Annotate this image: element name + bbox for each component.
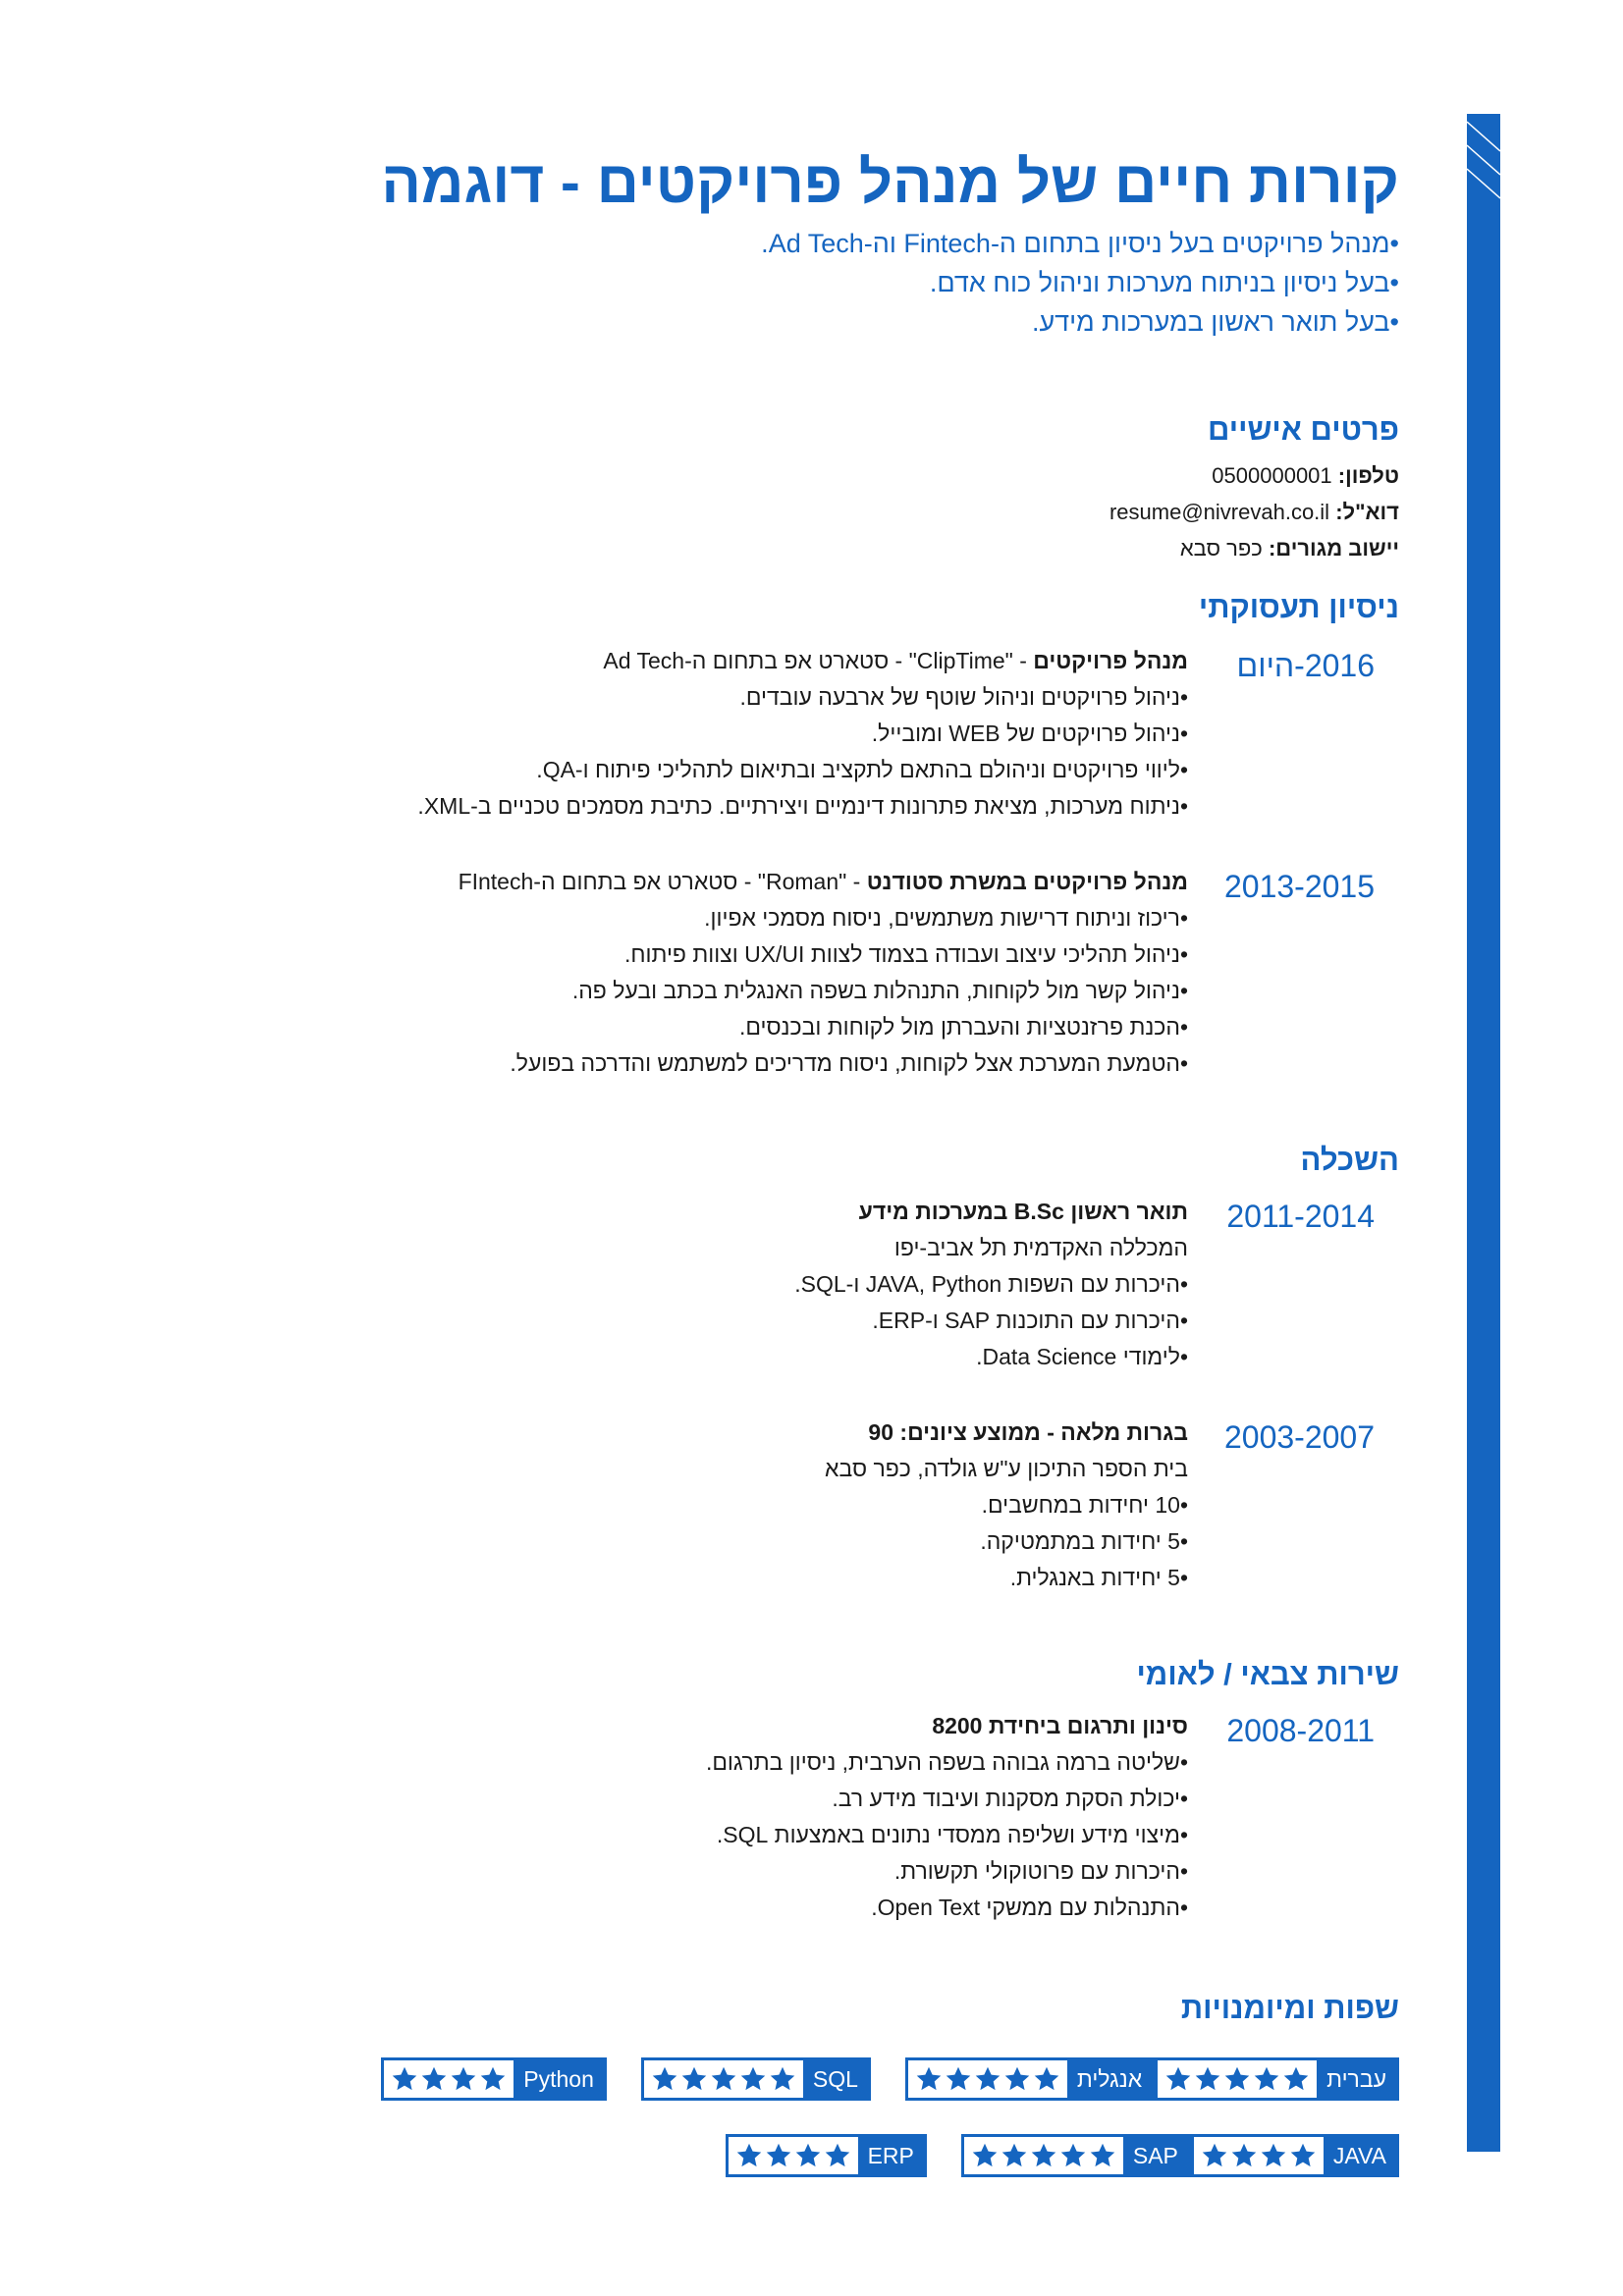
entry-heading [319,643,1188,679]
entry-body [319,1708,1188,1926]
list-item: • הטמעת המערכת אצל לקוחות, ניסוח מדריכים למשתמש והדרכה בפועל. [319,1045,1188,1082]
list-item: • ניהול פרויקטים של WEB ומובייל. [319,716,1188,752]
skills-row [347,2134,1399,2177]
star-icon [764,2142,793,2169]
skill-label: אנגלית [1067,2060,1152,2098]
skill-rating [964,2137,1123,2174]
star-icon [1259,2142,1288,2169]
entry-bullets [319,1487,1188,1596]
skill-rating [1158,2060,1317,2098]
skill-badge [1155,2057,1399,2101]
skill-label: SQL [803,2060,868,2098]
star-icon [1193,2065,1222,2093]
star-icon [1281,2065,1311,2093]
star-icon [914,2065,944,2093]
list-item: • 5 יחידות במתמטיקה. [319,1523,1188,1560]
intro-item: • בעל תואר ראשון במערכות מידע. [319,302,1399,342]
star-icon [679,2065,709,2093]
skill-badge [905,2057,1155,2101]
personal-details [319,457,1399,566]
entry-role: מנהל פרויקטים במשרת סטודנט [866,869,1188,894]
entry-date: 2003-2007 [1223,1419,1375,1455]
list-item: • ניהול פרויקטים וניהול שוטף של ארבעה עובדים. [319,679,1188,716]
star-icon [944,2065,973,2093]
skills-row [347,2057,1399,2101]
skill-label: עברית [1317,2060,1396,2098]
education-entry [319,1194,1399,1375]
skill-badge [726,2134,927,2177]
degree-title: בגרות מלאה - ממוצע ציונים: 90 [868,1419,1188,1445]
list-item: • שליטה ברמה גבוהה בשפה הערבית, ניסיון בתרגום. [319,1744,1188,1781]
experience-entry [319,864,1399,1082]
resume-page [319,147,1399,2177]
star-icon [734,2142,764,2169]
email-label: דוא"ל: [1335,500,1399,524]
entry-date: 2016-היום [1236,648,1375,683]
skill-rating [729,2137,858,2174]
list-item: • ניתוח מערכות, מציאת פתרונות דינמיים ויצירתיים. כתיבת מסמכים טכניים ב-XML. [319,788,1188,825]
star-icon [1088,2142,1117,2169]
entry-body [319,1415,1188,1596]
star-icon [449,2065,478,2093]
star-icon [1002,2065,1032,2093]
entry-detail: - "ClipTime" - סטארט אפ בתחום ה-Ad Tech [603,648,1034,673]
skill-badge [961,2134,1191,2177]
email-row [319,494,1399,530]
star-icon [973,2065,1002,2093]
list-item: • לימודי Data Science. [319,1339,1188,1375]
page-title: קורות חיים של מנהל פרויקטים - דוגמה [381,149,1399,215]
education-section-title: השכלה [1300,1143,1399,1177]
skill-rating [1194,2137,1324,2174]
diagonal-stripes-decoration [1467,114,1500,222]
entry-date: 2013-2015 [1223,869,1375,904]
entry-body [319,643,1188,825]
star-icon [1058,2142,1088,2169]
star-icon [1029,2142,1058,2169]
list-item: • 5 יחידות באנגלית. [319,1560,1188,1596]
list-item: • היכרות עם פרוטוקולי תקשורת. [319,1853,1188,1890]
skill-label: SAP [1123,2137,1188,2174]
skill-rating [908,2060,1067,2098]
star-icon [1032,2065,1061,2093]
education-entry [319,1415,1399,1596]
star-icon [1200,2142,1229,2169]
institution-name: בית הספר התיכון ע"ש גולדה, כפר סבא [825,1456,1188,1481]
list-item: • מיצוי מידע ושליפה ממסדי נתונים באמצעות SQL. [319,1817,1188,1853]
list-item: • 10 יחידות במחשבים. [319,1487,1188,1523]
star-icon [1229,2142,1259,2169]
personal-section-title: פרטים אישיים [1208,412,1399,447]
institution-name: המכללה האקדמית תל אביב-יפו [893,1235,1188,1260]
list-item: • ריכוז וניתוח דרישות משתמשים, ניסוח מסמכי אפיון. [319,900,1188,936]
list-item: • ניהול תהליכי עיצוב ועבודה בצמוד לצוות UX/UI וצוות פיתוח. [319,936,1188,973]
entry-bullets [319,679,1188,825]
email-value: resume@nivrevah.co.il [1109,500,1330,524]
entry-heading [319,864,1188,900]
skill-badge [381,2057,607,2101]
list-item: • הכנת פרזנטציות והעברתן מול לקוחות ובכנסים. [319,1009,1188,1045]
phone-row [319,457,1399,494]
entry-heading [319,1194,1188,1230]
intro-summary [319,224,1399,342]
star-icon [650,2065,679,2093]
decorative-side-bar [1467,114,1500,2152]
list-item: • יכולת הסקת מסקנות ועיבוד מידע רב. [319,1781,1188,1817]
entry-role: סינון ותרגום ביחידת 8200 [932,1713,1188,1738]
skill-badge [1191,2134,1399,2177]
city-row [319,530,1399,566]
phone-value: 0500000001 [1212,463,1332,488]
entry-role: מנהל פרויקטים [1033,648,1188,673]
star-icon [1000,2142,1029,2169]
entry-bullets [319,1744,1188,1926]
entry-bullets [319,1266,1188,1375]
entry-body [319,1194,1188,1375]
entry-bullets [319,900,1188,1082]
skill-label: ERP [858,2137,924,2174]
list-item: • ליווי פרויקטים וניהולם בהתאם לתקציב ובתיאום לתהליכי פיתוח ו-QA. [319,752,1188,788]
service-entry [319,1708,1399,1926]
entry-heading [319,1415,1188,1451]
skill-rating [384,2060,514,2098]
star-icon [1222,2065,1252,2093]
degree-title: תואר ראשון B.Sc במערכות מידע [858,1199,1188,1224]
service-section-title: שירות צבאי / לאומי [1136,1657,1399,1691]
skill-badge [641,2057,871,2101]
star-icon [768,2065,797,2093]
entry-date: 2008-2011 [1226,1713,1375,1748]
star-icon [1252,2065,1281,2093]
intro-item: • מנהל פרויקטים בעל ניסיון בתחום ה-Fintech וה-Ad Tech. [319,224,1399,263]
star-icon [738,2065,768,2093]
star-icon [1163,2065,1193,2093]
entry-detail: - "Roman" - סטארט אפ בתחום ה-FIntech [458,869,867,894]
list-item: • התנהלות עם ממשקי Open Text. [319,1890,1188,1926]
list-item: • ניהול קשר מול לקוחות, התנהלות בשפה האנגלית בכתב ובעל פה. [319,973,1188,1009]
city-label: יישוב מגורים: [1268,536,1399,561]
skill-rating [644,2060,803,2098]
intro-item: • בעל ניסיון בניתוח מערכות וניהול כוח אדם. [319,263,1399,302]
list-item: • היכרות עם השפות JAVA, Python ו-SQL. [319,1266,1188,1303]
star-icon [390,2065,419,2093]
list-item: • היכרות עם התוכנות SAP ו-ERP. [319,1303,1188,1339]
entry-body [319,864,1188,1082]
phone-label: טלפון: [1337,463,1399,488]
star-icon [709,2065,738,2093]
city-value: כפר סבא [1179,536,1263,561]
star-icon [1288,2142,1318,2169]
entry-date: 2011-2014 [1226,1199,1375,1234]
skills-section-title: שפות ומיומנויות [1180,1991,1399,2025]
star-icon [419,2065,449,2093]
star-icon [823,2142,852,2169]
star-icon [793,2142,823,2169]
star-icon [970,2142,1000,2169]
skills-grid [347,2057,1399,2177]
experience-entry [319,643,1399,825]
skill-label: Python [514,2060,604,2098]
entry-heading [319,1708,1188,1744]
experience-section-title: ניסיון תעסוקתי [1198,590,1399,624]
star-icon [478,2065,508,2093]
skill-label: JAVA [1324,2137,1396,2174]
